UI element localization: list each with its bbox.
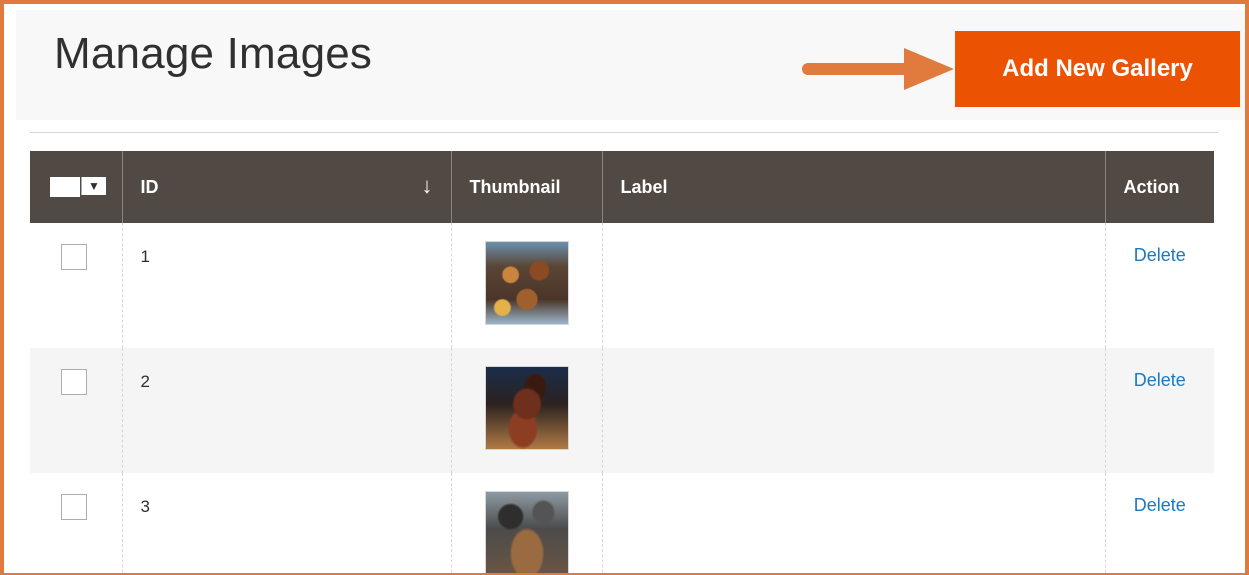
header-divider — [30, 132, 1218, 133]
mass-select-header — [30, 151, 122, 223]
row-action-cell — [1105, 348, 1214, 473]
row-action-cell — [1105, 473, 1214, 575]
delete-link[interactable]: Delete — [1133, 495, 1186, 515]
grid-header-row — [30, 151, 1214, 223]
column-header-thumbnail: Thumbnail — [451, 151, 602, 223]
row-label — [602, 223, 1105, 348]
smoked-ribs-thumbnail[interactable] — [485, 366, 569, 450]
row-select-cell — [30, 223, 122, 348]
images-grid — [30, 151, 1214, 575]
grilled-meat-thumbnail[interactable] — [485, 241, 569, 325]
row-select-cell — [30, 348, 122, 473]
row-checkbox[interactable] — [61, 369, 87, 395]
column-header-id[interactable] — [122, 151, 451, 223]
row-select-cell — [30, 473, 122, 575]
row-id: 2 — [122, 348, 451, 473]
row-label — [602, 473, 1105, 575]
mass-select-checkbox[interactable] — [50, 177, 80, 197]
caret-down-icon[interactable]: ▼ — [81, 177, 106, 195]
row-label — [602, 348, 1105, 473]
grill-outdoor-thumbnail[interactable] — [485, 491, 569, 575]
sort-descending-icon[interactable]: ↓ — [421, 173, 433, 198]
arrow-right-icon — [800, 44, 960, 94]
row-thumbnail-cell — [451, 348, 602, 473]
delete-link[interactable]: Delete — [1133, 370, 1186, 390]
row-thumbnail-cell — [451, 473, 602, 575]
row-thumbnail-cell — [451, 223, 602, 348]
mass-select-dropdown[interactable] — [50, 177, 106, 197]
column-header-label[interactable]: Label — [602, 151, 1105, 223]
table-row — [30, 223, 1214, 348]
row-action-cell — [1105, 223, 1214, 348]
table-row — [30, 473, 1214, 575]
row-checkbox[interactable] — [61, 494, 87, 520]
row-checkbox[interactable] — [61, 244, 87, 270]
column-header-action: Action — [1105, 151, 1214, 223]
table-row — [30, 348, 1214, 473]
row-id: 3 — [122, 473, 451, 575]
page-title: Manage Images — [54, 29, 373, 78]
row-id: 1 — [122, 223, 451, 348]
column-header-id-label: ID — [140, 176, 159, 197]
delete-link[interactable]: Delete — [1133, 245, 1186, 265]
add-new-gallery-button[interactable]: Add New Gallery — [955, 31, 1240, 107]
